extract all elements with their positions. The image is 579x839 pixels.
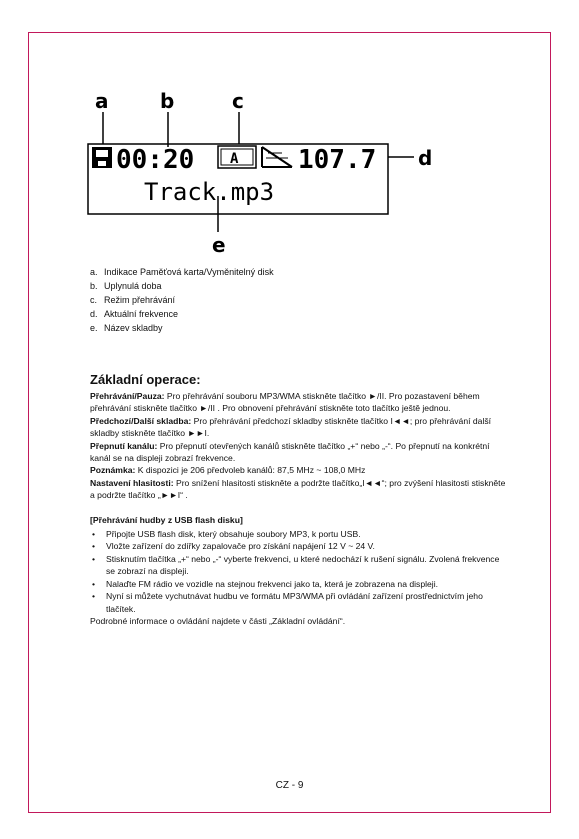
frequency-display: 107.7 <box>298 145 377 175</box>
elapsed-time: 00:20 <box>116 145 195 175</box>
paragraph-channel: Přepnutí kanálu: Pro přepnutí otevřených kanálů stiskněte tlačítko „+“ nebo „-“. Po přepnutí na konkrétní kanál se na displeji zobrazí frekvence. <box>90 440 490 464</box>
list-item: • Stisknutím tlačítka „+“ nebo „-“ vyberte frekvenci, u které nedochází k rušení signálu. Zvolená frekvence se zobrazí na displeji. <box>90 553 510 578</box>
instructions-body <box>90 390 510 627</box>
paragraph-volume: Nastavení hlasitosti: Pro snížení hlasitosti stiskněte a podržte tlačítko„I◄◄“; pro zvýšení hlasitosti stiskněte a podržte tlačítko „►►I“ . <box>90 477 506 501</box>
lcd-display-diagram <box>0 0 579 260</box>
legend-list <box>90 265 274 335</box>
callout-c: c <box>232 89 244 113</box>
callout-b: b <box>160 89 175 113</box>
callout-d: d <box>418 146 433 170</box>
paragraph-play-pause: Přehrávání/Pauza: Pro přehrávání souboru MP3/WMA stiskněte tlačítko ►/II. Pro pozastavení během přehrávání stiskněte tlačítko ►/II . Pro obnovení přehrávání stiskněte toto tlačítko ještě jednou. <box>90 391 480 414</box>
list-item: • Nyní si můžete vychutnávat hudbu ve formátu MP3/WMA při ovládání zařízení prostřednictvím jeho tlačítek. <box>90 590 510 615</box>
memory-card-icon <box>92 147 112 168</box>
usb-section-title: [Přehrávání hudby z USB flash disku] <box>90 514 243 525</box>
legend-item: d. Aktuální frekvence <box>90 309 179 319</box>
signal-icon <box>262 147 292 167</box>
svg-text:A: A <box>230 151 239 167</box>
paragraph-note: Poznámka: K dispozici je 206 předvoleb kanálů: 87,5 MHz ~ 108,0 MHz <box>90 465 366 476</box>
page-number: CZ - 9 <box>275 780 304 791</box>
legend-item: c. Režim přehrávání <box>90 295 176 305</box>
track-name: Track.mp3 <box>144 178 275 206</box>
section-title: Základní operace: <box>90 372 201 387</box>
legend-item: e. Název skladby <box>90 323 163 333</box>
list-item: • Nalaďte FM rádio ve vozidle na stejnou frekvenci jako ta, která je zobrazena na displeji. <box>90 578 510 590</box>
play-mode-icon <box>218 146 256 168</box>
list-item: • Připojte USB flash disk, který obsahuje soubory MP3, k portu USB. <box>90 528 510 540</box>
usb-steps-list <box>90 528 510 615</box>
callout-e: e <box>212 233 226 257</box>
callout-a: a <box>95 89 109 113</box>
legend-item: a. Indikace Paměťová karta/Vyměnitelný disk <box>90 267 274 277</box>
paragraph-prev-next: Předchozí/Další skladba: Pro přehrávání předchozí skladby stiskněte tlačítko I◄◄; pro přehrávání další skladby stiskněte tlačítko ►►I. <box>90 415 492 439</box>
legend-item: b. Uplynulá doba <box>90 281 162 291</box>
footer-note: Podrobné informace o ovládání najdete v části „Základní ovládání“. <box>90 615 346 626</box>
list-item: • Vložte zařízení do zdířky zapalovače pro získání napájení 12 V ~ 24 V. <box>90 540 510 552</box>
